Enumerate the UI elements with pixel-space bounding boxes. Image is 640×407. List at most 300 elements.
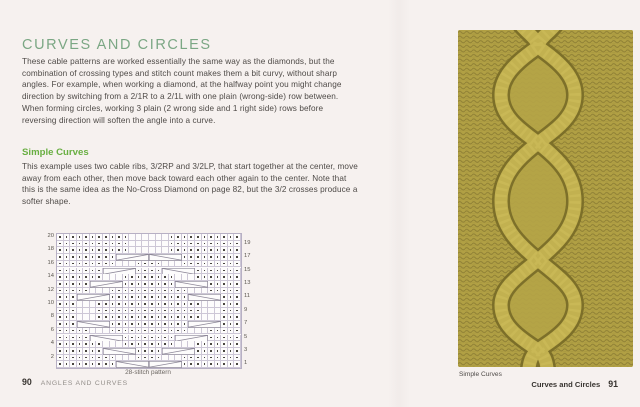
- chart-cell: [156, 314, 163, 321]
- chart-row-number: 8: [50, 313, 54, 320]
- chart-cell: [77, 234, 84, 241]
- chart-cell: [142, 288, 149, 295]
- chart-cell: [215, 234, 222, 241]
- chart-cell: [110, 247, 117, 254]
- chart-cell: [182, 321, 189, 328]
- chart-cell: [228, 254, 235, 261]
- intro-paragraph: These cable patterns are worked essentially the same way as the diamonds, but the combination of crossing types and stitch count makes them a bit curvy, without sharp angles. For example, when working a diamond, at the halfway point you might change direction by switching from a 2/1R to a 2/1L with one plain (wrong-side) row between. When forming circles, working 3 plain (2 wrong side and 1 right side) rows before reversing direction will soften the angle into a curve.: [22, 57, 342, 125]
- chart-cell: [188, 308, 195, 315]
- chart-cell: [77, 314, 84, 321]
- chart-cell: [64, 281, 71, 288]
- footer-label-right: Curves and Circles: [531, 380, 601, 389]
- chart-cell: [142, 348, 149, 355]
- chart-cell: [90, 261, 97, 268]
- chart-cell: [123, 247, 130, 254]
- chart-cell: [96, 328, 103, 335]
- chart-cell: [96, 314, 103, 321]
- chart-cell: [215, 301, 222, 308]
- chart-cell: [64, 274, 71, 281]
- chart-cell: [64, 361, 71, 368]
- chart-cell: [234, 268, 241, 275]
- chart-cell: [77, 261, 84, 268]
- chart-cell: [234, 234, 241, 241]
- chart-cell: [96, 254, 103, 261]
- chart-cell: [90, 241, 97, 248]
- chart-cell: [136, 274, 143, 281]
- chart-cell: [123, 341, 130, 348]
- chart-cell: [96, 301, 103, 308]
- chart-cell: [64, 268, 71, 275]
- chart-cell: [215, 314, 222, 321]
- chart-cell: [64, 355, 71, 362]
- chart-cell: [136, 341, 143, 348]
- chart-cell: [228, 348, 235, 355]
- chart-cell: [110, 288, 117, 295]
- cable-cross-symbol: [188, 294, 221, 301]
- chart-cell: [123, 274, 130, 281]
- chart-cell: [142, 247, 149, 254]
- chart-cell: [234, 308, 241, 315]
- chart-cell: [77, 274, 84, 281]
- chart-cell: [90, 274, 97, 281]
- chart-cell: [215, 288, 222, 295]
- chart-cell: [202, 234, 209, 241]
- chart-cell: [64, 247, 71, 254]
- chart-cell: [234, 301, 241, 308]
- chart-cell: [202, 241, 209, 248]
- chart-cell: [188, 301, 195, 308]
- chart-cell: [110, 241, 117, 248]
- chart-cell: [156, 288, 163, 295]
- section-heading: Simple Curves: [22, 147, 89, 158]
- chart-cell: [142, 314, 149, 321]
- chart-cell: [156, 281, 163, 288]
- chart-cell: [228, 341, 235, 348]
- page-title: CURVES AND CIRCLES: [22, 37, 212, 53]
- chart-row-number: 20: [47, 233, 54, 239]
- chart-cell: [169, 247, 176, 254]
- chart-cell: [234, 314, 241, 321]
- chart-cell: [142, 355, 149, 362]
- knitting-chart: [47, 233, 251, 376]
- chart-cell: [64, 314, 71, 321]
- chart-cell: [228, 241, 235, 248]
- chart-cell: [64, 301, 71, 308]
- chart-cell: [234, 335, 241, 342]
- chart-cell: [188, 361, 195, 368]
- chart-cell: [228, 288, 235, 295]
- chart-cell: [234, 355, 241, 362]
- cable-cross-symbol: [162, 268, 195, 275]
- chart-cell: [77, 335, 84, 342]
- chart-cell: [64, 348, 71, 355]
- chart-cell: [90, 314, 97, 321]
- chart-cell: [182, 361, 189, 368]
- chart-cell: [77, 254, 84, 261]
- chart-cell: [182, 341, 189, 348]
- chart-cell: [215, 247, 222, 254]
- chart-cell: [123, 321, 130, 328]
- chart-cell: [182, 274, 189, 281]
- chart-cell: [156, 294, 163, 301]
- chart-cell: [215, 261, 222, 268]
- cable-cross-symbol: [175, 281, 208, 288]
- cable-cross-symbol: [116, 254, 149, 261]
- chart-cell: [142, 301, 149, 308]
- chart-cell: [77, 328, 84, 335]
- chart-cell: [110, 274, 117, 281]
- chart-cell: [136, 301, 143, 308]
- chart-cell: [64, 321, 71, 328]
- footer-right: [531, 379, 618, 389]
- chart-cell: [77, 281, 84, 288]
- chart-cell: [142, 281, 149, 288]
- chart-cell: [234, 288, 241, 295]
- chart-cell: [136, 308, 143, 315]
- chart-row-number: 7: [244, 320, 248, 327]
- chart-cell: [64, 234, 71, 241]
- chart-cell: [228, 301, 235, 308]
- chart-cell: [110, 254, 117, 261]
- chart-caption: 28-stitch pattern: [125, 369, 171, 376]
- chart-cell: [90, 268, 97, 275]
- chart-cell: [182, 301, 189, 308]
- chart-cell: [156, 341, 163, 348]
- chart-cell: [156, 308, 163, 315]
- chart-cell: [77, 361, 84, 368]
- chart-cell: [202, 348, 209, 355]
- chart-cell: [202, 328, 209, 335]
- chart-cell: [142, 294, 149, 301]
- chart-cell: [234, 261, 241, 268]
- chart-cell: [202, 314, 209, 321]
- chart-row-number: 5: [244, 333, 248, 340]
- chart-cell: [202, 361, 209, 368]
- chart-cell: [215, 355, 222, 362]
- chart-cell: [182, 308, 189, 315]
- chart-cell: [228, 335, 235, 342]
- chart-cell: [215, 361, 222, 368]
- chart-cell: [169, 355, 176, 362]
- chart-cell: [123, 301, 130, 308]
- cable-cross-symbol: [149, 361, 182, 368]
- chart-cell: [228, 328, 235, 335]
- chart-cell: [123, 294, 130, 301]
- chart-cell: [234, 361, 241, 368]
- chart-cell: [110, 328, 117, 335]
- chart-cell: [136, 241, 143, 248]
- chart-cell: [123, 308, 130, 315]
- chart-cell: [90, 301, 97, 308]
- chart-cell: [234, 328, 241, 335]
- chart-cell: [96, 247, 103, 254]
- chart-row-number: 11: [244, 293, 251, 300]
- chart-cell: [234, 274, 241, 281]
- chart-cell: [96, 341, 103, 348]
- chart-cell: [96, 241, 103, 248]
- chart-cell: [182, 328, 189, 335]
- chart-row-number: 14: [47, 273, 54, 280]
- chart-cell: [215, 268, 222, 275]
- chart-cell: [136, 247, 143, 254]
- chart-cell: [169, 314, 176, 321]
- chart-cell: [188, 261, 195, 268]
- chart-cell: [188, 254, 195, 261]
- chart-cell: [228, 247, 235, 254]
- chart-cell: [136, 288, 143, 295]
- chart-cell: [156, 261, 163, 268]
- chart-cell: [136, 355, 143, 362]
- chart-cell: [64, 254, 71, 261]
- chart-row-number: 3: [244, 346, 248, 353]
- chart-cell: [228, 261, 235, 268]
- cable-cross-symbol: [90, 335, 123, 342]
- chart-cell: [169, 281, 176, 288]
- chart-cell: [64, 288, 71, 295]
- chart-cell: [234, 341, 241, 348]
- chart-cell: [228, 294, 235, 301]
- chart-cell: [136, 294, 143, 301]
- cable-cross-symbol: [103, 268, 136, 275]
- chart-cell: [136, 281, 143, 288]
- chart-cell: [90, 247, 97, 254]
- chart-cell: [142, 335, 149, 342]
- chart-cell: [123, 234, 130, 241]
- chart-cell: [123, 261, 130, 268]
- chart-cell: [169, 294, 176, 301]
- chart-row-number: 4: [50, 340, 54, 347]
- chart-cell: [64, 241, 71, 248]
- chart-cell: [123, 288, 130, 295]
- chart-cell: [182, 247, 189, 254]
- chart-row-number: 10: [47, 300, 54, 306]
- chart-cell: [142, 274, 149, 281]
- chart-cell: [96, 355, 103, 362]
- cable-cross-symbol: [188, 321, 221, 328]
- chart-cell: [142, 341, 149, 348]
- chart-cell: [202, 308, 209, 315]
- chart-cell: [215, 348, 222, 355]
- chart-cell: [77, 308, 84, 315]
- chart-cell: [110, 321, 117, 328]
- chart-cell: [169, 288, 176, 295]
- chart-row-number: 13: [244, 279, 251, 286]
- chart-cell: [123, 314, 130, 321]
- chart-cell: [156, 328, 163, 335]
- chart-cell: [182, 261, 189, 268]
- chart-cell: [188, 274, 195, 281]
- chart-cell: [156, 234, 163, 241]
- chart-cell: [234, 321, 241, 328]
- chart-cell: [188, 314, 195, 321]
- chart-cell: [136, 261, 143, 268]
- chart-cell: [169, 328, 176, 335]
- page-number-left: 90: [22, 377, 32, 387]
- cable-cross-symbol: [175, 335, 208, 342]
- chart-row-number: 16: [47, 259, 54, 266]
- chart-cell: [142, 234, 149, 241]
- chart-cell: [123, 241, 130, 248]
- chart-cell: [64, 328, 71, 335]
- chart-cell: [110, 355, 117, 362]
- chart-cell: [188, 241, 195, 248]
- chart-cell: [96, 308, 103, 315]
- chart-cell: [228, 274, 235, 281]
- chart-cell: [228, 355, 235, 362]
- chart-cell: [110, 314, 117, 321]
- chart-row-number: 2: [50, 353, 54, 360]
- chart-cell: [136, 348, 143, 355]
- chart-cell: [64, 341, 71, 348]
- chart-cell: [215, 341, 222, 348]
- chart-cell: [234, 241, 241, 248]
- chart-cell: [64, 261, 71, 268]
- chart-cell: [202, 288, 209, 295]
- chart-cell: [228, 321, 235, 328]
- chart-cell: [228, 268, 235, 275]
- chart-cell: [228, 361, 235, 368]
- chart-cell: [90, 328, 97, 335]
- chart-cell: [202, 341, 209, 348]
- chart-cell: [96, 268, 103, 275]
- chart-cell: [64, 335, 71, 342]
- chart-cell: [136, 314, 143, 321]
- chart-cell: [188, 355, 195, 362]
- chart-cell: [77, 247, 84, 254]
- chart-cell: [110, 261, 117, 268]
- chart-cell: [77, 241, 84, 248]
- chart-cell: [90, 348, 97, 355]
- chart-cell: [156, 247, 163, 254]
- chart-cell: [156, 241, 163, 248]
- chart-cell: [64, 308, 71, 315]
- photo-caption: Simple Curves: [459, 371, 502, 378]
- chart-cell: [156, 268, 163, 275]
- chart-cell: [169, 274, 176, 281]
- chart-cell: [182, 241, 189, 248]
- chart-cell: [156, 355, 163, 362]
- chart-cell: [96, 348, 103, 355]
- chart-cell: [202, 268, 209, 275]
- chart-cell: [156, 321, 163, 328]
- chart-cell: [110, 361, 117, 368]
- chart-cell: [90, 234, 97, 241]
- chart-cell: [90, 341, 97, 348]
- chart-cell: [96, 274, 103, 281]
- chart-cell: [77, 288, 84, 295]
- chart-cell: [202, 355, 209, 362]
- chart-row-number: 18: [47, 246, 54, 253]
- chart-cell: [169, 335, 176, 342]
- chart-cell: [169, 321, 176, 328]
- chart-row-number: 15: [244, 266, 251, 273]
- chart-row-number: 6: [50, 326, 54, 333]
- chart-row-number: 12: [47, 286, 54, 293]
- footer-left: [22, 377, 128, 387]
- chart-cell: [215, 335, 222, 342]
- chart-cell: [182, 254, 189, 261]
- chart-cell: [90, 288, 97, 295]
- chart-cell: [182, 314, 189, 321]
- section-paragraph: This example uses two cable ribs, 3/2RP and 3/2LP, that start together at the center, move away from each other, then move back toward each other again to the center. Note that this is the same idea as the No-Cross Diamond on page 82, but the 3/2 crosses produce a softer shape.: [22, 162, 358, 207]
- chart-cell: [234, 254, 241, 261]
- chart-cell: [169, 234, 176, 241]
- chart-cell: [202, 247, 209, 254]
- chart-cell: [215, 241, 222, 248]
- chart-cell: [142, 321, 149, 328]
- chart-cell: [188, 288, 195, 295]
- chart-cell: [136, 335, 143, 342]
- chart-cell: [234, 348, 241, 355]
- chart-cell: [215, 308, 222, 315]
- chart-cell: [96, 288, 103, 295]
- chart-cell: [77, 268, 84, 275]
- chart-cell: [188, 247, 195, 254]
- cable-cross-symbol: [77, 294, 110, 301]
- chart-cell: [215, 281, 222, 288]
- chart-cell: [77, 355, 84, 362]
- chart-cell: [77, 348, 84, 355]
- chart-cell: [188, 328, 195, 335]
- chart-cell: [234, 281, 241, 288]
- cable-cross-symbol: [149, 254, 182, 261]
- chart-cell: [77, 341, 84, 348]
- chart-cell: [123, 355, 130, 362]
- chart-cell: [228, 308, 235, 315]
- chart-row-number: 1: [244, 360, 248, 367]
- chart-cell: [142, 328, 149, 335]
- chart-cell: [228, 281, 235, 288]
- chart-cell: [215, 254, 222, 261]
- knitting-chart-grid: [56, 233, 242, 369]
- chart-cell: [156, 301, 163, 308]
- page-gutter: [388, 0, 410, 407]
- chart-cell: [215, 274, 222, 281]
- chart-cell: [77, 301, 84, 308]
- chart-cell: [123, 281, 130, 288]
- chart-cell: [96, 234, 103, 241]
- chart-row-number: 17: [244, 253, 251, 260]
- chart-cell: [64, 294, 71, 301]
- chart-cell: [123, 328, 130, 335]
- cable-cross-symbol: [90, 281, 123, 288]
- chart-cell: [202, 261, 209, 268]
- chart-cell: [169, 341, 176, 348]
- chart-cell: [182, 355, 189, 362]
- chart-cell: [188, 341, 195, 348]
- chart-cell: [202, 301, 209, 308]
- chart-cell: [182, 294, 189, 301]
- chart-cell: [96, 261, 103, 268]
- chart-cell: [142, 241, 149, 248]
- chart-cell: [182, 288, 189, 295]
- chart-cell: [156, 335, 163, 342]
- footer-label-left: ANGLES AND CURVES: [40, 380, 128, 387]
- chart-cell: [234, 294, 241, 301]
- chart-cell: [136, 321, 143, 328]
- chart-cell: [202, 254, 209, 261]
- cable-cross-symbol: [162, 348, 195, 355]
- chart-cell: [110, 301, 117, 308]
- chart-cell: [142, 268, 149, 275]
- knitted-swatch-photo: [458, 30, 633, 367]
- chart-cell: [90, 361, 97, 368]
- chart-cell: [169, 301, 176, 308]
- chart-cell: [90, 254, 97, 261]
- chart-row-number: 19: [244, 239, 251, 246]
- cable-cross-symbol: [103, 348, 136, 355]
- chart-cell: [110, 234, 117, 241]
